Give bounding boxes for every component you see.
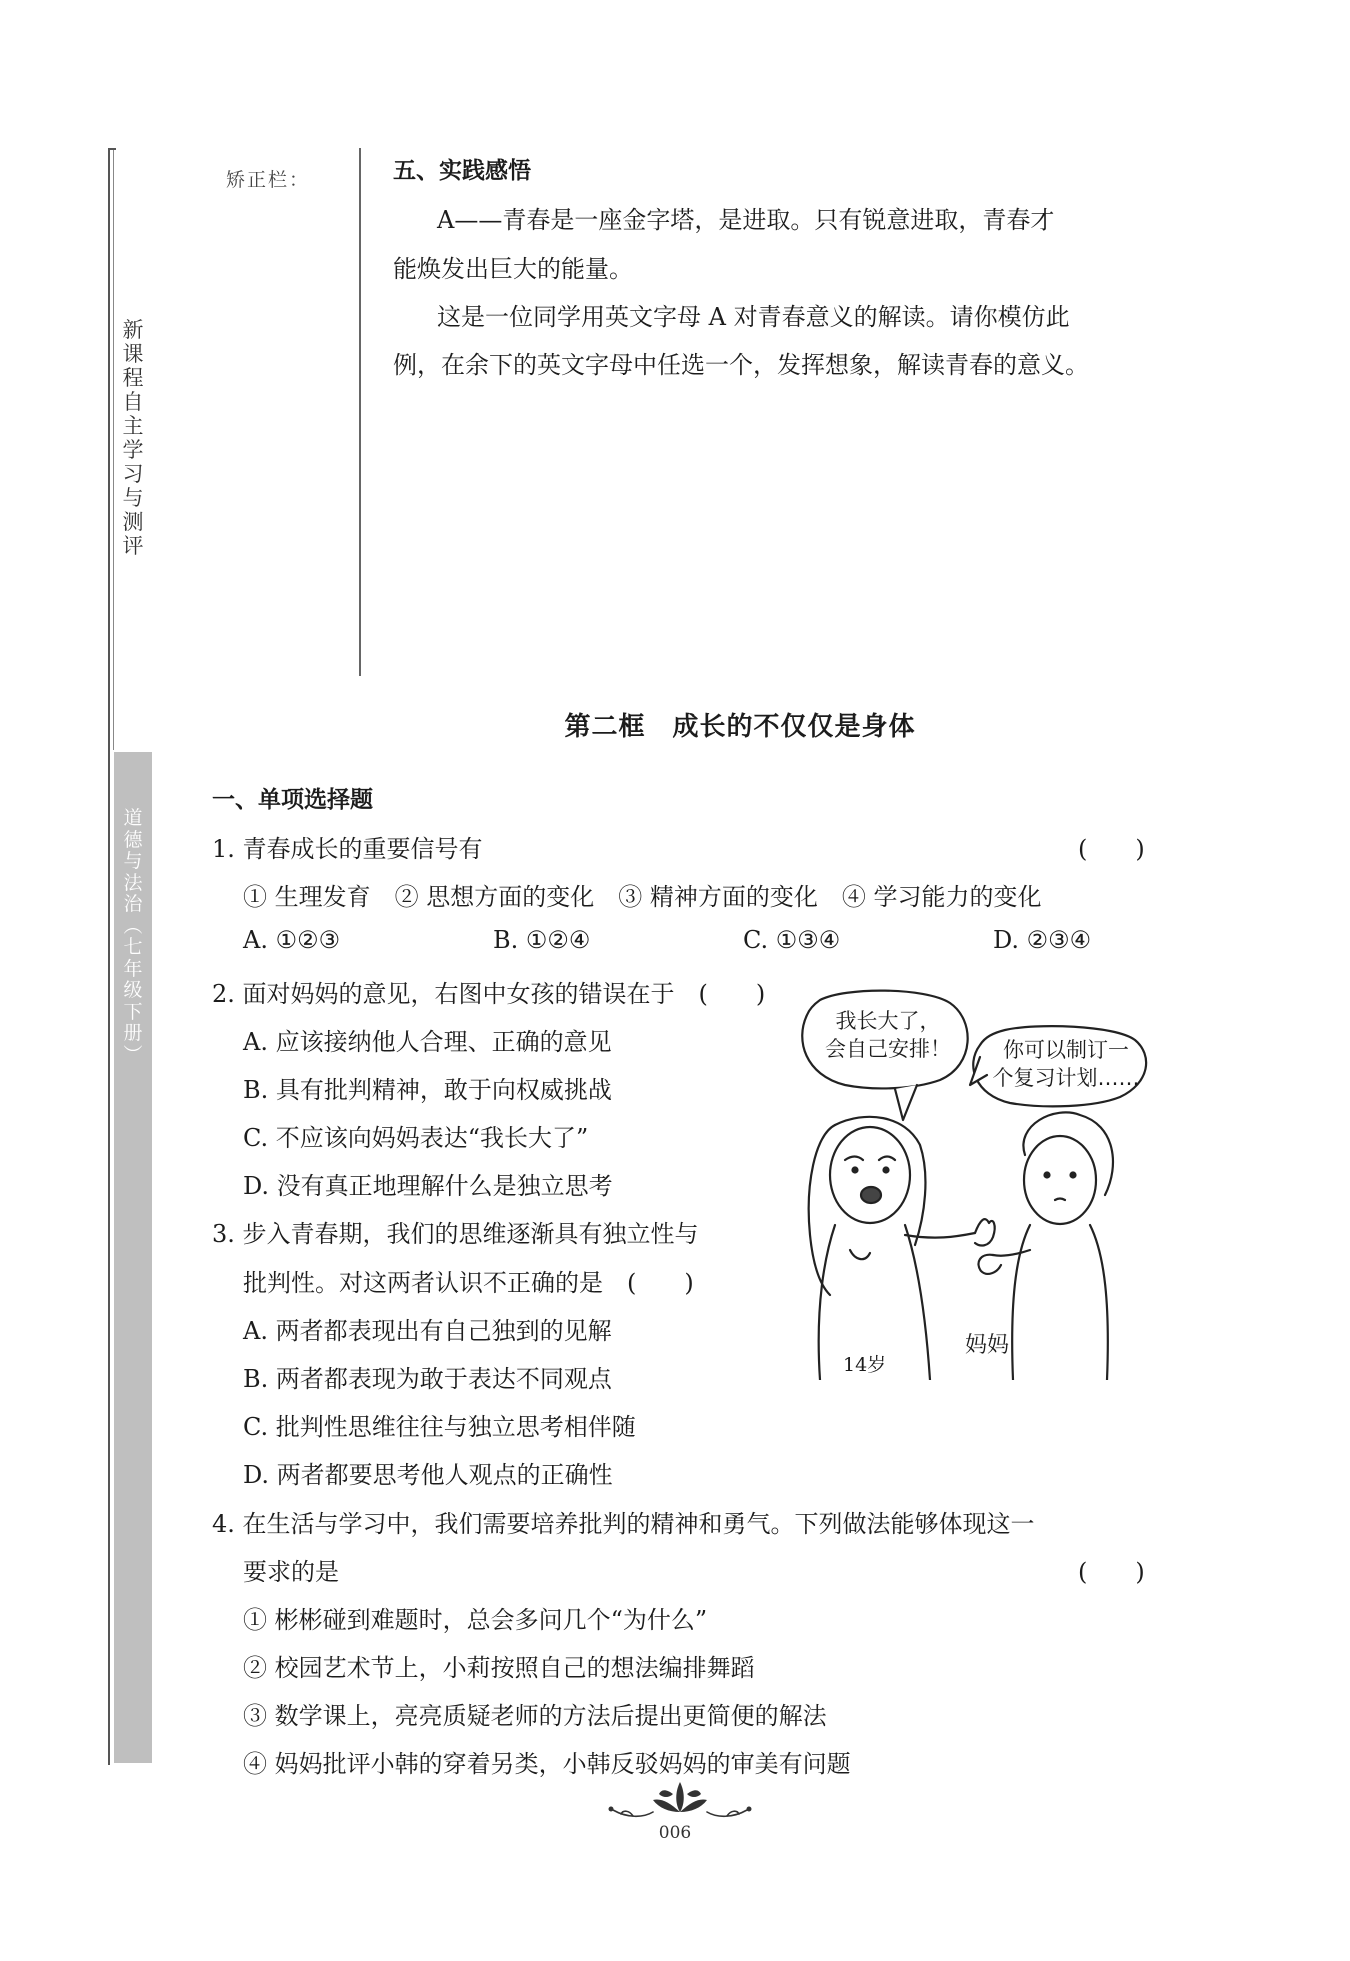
page-number: 006	[658, 1823, 692, 1843]
mom-face	[1024, 1136, 1096, 1224]
q1-option-d[interactable]: D. ②③④	[993, 926, 1092, 954]
series-title-char: 测	[122, 510, 144, 534]
girl-speech-line1: 我长大了，	[835, 1009, 941, 1033]
page-frame-top	[108, 148, 116, 150]
correction-column-label: 矫正栏：	[226, 169, 311, 191]
subject-title-char: 七	[123, 936, 143, 958]
series-title-char: 学	[122, 438, 144, 462]
subject-title-char: 年	[123, 957, 143, 980]
subject-title-char: 与	[123, 850, 143, 872]
subject-title-char: 道	[123, 807, 143, 829]
q4-stem-line2: 要求的是	[243, 1558, 339, 1586]
q2-option-b[interactable]: B. 具有批判精神，敢于向权威挑战	[243, 1076, 612, 1104]
subject-title-char: 册	[123, 1022, 143, 1044]
mom-body-right	[1090, 1225, 1108, 1380]
series-title-char: 主	[122, 414, 144, 438]
mom-hair	[1023, 1112, 1113, 1195]
series-title-char: 评	[122, 534, 144, 558]
floral-ornament-icon	[603, 1776, 758, 1824]
girl-arm	[905, 1233, 975, 1238]
mom-speech-line1: 你可以制订一	[1003, 1038, 1129, 1062]
girl-hair-right	[835, 1117, 925, 1245]
mom-body-left	[1012, 1225, 1030, 1380]
mom-mouth	[1055, 1199, 1065, 1201]
q3-stem-line2: 批判性。对这两者认识不正确的是 ( )	[243, 1269, 694, 1297]
practice-example-line1: A——青春是一座金字塔，是进取。只有锐意进取，青春才	[437, 206, 1055, 234]
practice-instruction-line1: 这是一位同学用英文字母 A 对青春意义的解读。请你模仿此	[437, 303, 1070, 331]
series-title-char: 自	[122, 390, 144, 414]
q3-option-a[interactable]: A. 两者都表现出有自己独到的见解	[243, 1317, 612, 1345]
practice-example-line2: 能焕发出巨大的能量。	[393, 255, 633, 283]
subject-title-char: 法	[123, 871, 143, 894]
mom-label: 妈妈	[965, 1333, 1010, 1358]
subject-title-char: 德	[123, 828, 143, 851]
q2-stem: 2. 面对妈妈的意见，右图中女孩的错误在于 ( )	[212, 980, 766, 1008]
series-title-char: 习	[122, 462, 144, 486]
girl-hand	[975, 1219, 995, 1245]
practice-instruction-line2: 例，在余下的英文字母中任选一个，发挥想象，解读青春的意义。	[393, 351, 1089, 379]
girl-other-hand	[850, 1250, 870, 1259]
girl-body-right	[905, 1225, 930, 1380]
footer-ornament	[603, 1776, 758, 1824]
girl-age-label: 14岁	[843, 1354, 887, 1376]
mom-speech-text	[976, 1036, 1156, 1092]
correction-column-divider	[359, 148, 361, 676]
mom-arm	[993, 1250, 1030, 1256]
girl-speech-line2: 会自己安排！	[825, 1037, 951, 1061]
q3-stem-line1: 3. 步入青春期，我们的思维逐渐具有独立性与	[212, 1220, 699, 1248]
q3-option-c[interactable]: C. 批判性思维往往与独立思考相伴随	[243, 1413, 636, 1441]
q4-item-4: ④ 妈妈批评小韩的穿着另类，小韩反驳妈妈的审美有问题	[243, 1750, 851, 1778]
girl-face	[830, 1127, 910, 1223]
series-title-char: 与	[122, 486, 144, 510]
q4-item-2: ② 校园艺术节上，小莉按照自己的想法编排舞蹈	[243, 1654, 755, 1682]
q4-stem-line1: 4. 在生活与学习中，我们需要培养批判的精神和勇气。下列做法能够体现这一	[212, 1510, 1035, 1538]
subject-title-char: 级	[123, 979, 143, 1001]
q1-option-c[interactable]: C. ①③④	[743, 926, 841, 954]
mom-hand	[978, 1255, 1001, 1274]
girl-hair-left	[809, 1125, 835, 1295]
series-title-char: 程	[122, 366, 144, 390]
series-title-char: 课	[122, 342, 144, 366]
subject-title-char: ︵	[123, 914, 143, 937]
mom-speech-line2: 个复习计划……	[992, 1066, 1140, 1090]
subject-title-char: ︶	[123, 1043, 143, 1066]
q1-option-b[interactable]: B. ①②④	[493, 926, 591, 954]
girl-speech-text	[813, 1007, 963, 1063]
series-title-char: 新	[122, 318, 144, 342]
q4-item-1: ① 彬彬碰到难题时，总会多问几个“为什么”	[243, 1606, 708, 1634]
subject-title-char: 治	[123, 893, 143, 915]
section-title: 第二框 成长的不仅仅是身体	[564, 712, 916, 742]
subject-title-char: 下	[123, 1000, 143, 1023]
q4-answer-paren[interactable]: ( )	[1078, 1558, 1145, 1586]
q4-item-3: ③ 数学课上，亮亮质疑老师的方法后提出更简便的解法	[243, 1702, 827, 1730]
q1-stem: 1. 青春成长的重要信号有	[212, 835, 483, 863]
q3-option-d[interactable]: D. 两者都要思考他人观点的正确性	[243, 1461, 613, 1489]
q2-option-d[interactable]: D. 没有真正地理解什么是独立思考	[243, 1172, 613, 1200]
q1-option-a[interactable]: A. ①②③	[243, 926, 341, 954]
practice-heading: 五、实践感悟	[393, 158, 531, 184]
girl-body-left	[819, 1225, 835, 1380]
q2-option-a[interactable]: A. 应该接纳他人合理、正确的意见	[243, 1028, 612, 1056]
q1-items: ① 生理发育 ② 思想方面的变化 ③ 精神方面的变化 ④ 学习能力的变化	[243, 883, 1042, 911]
q1-answer-paren[interactable]: ( )	[1078, 835, 1145, 863]
q3-option-b[interactable]: B. 两者都表现为敢于表达不同观点	[243, 1365, 612, 1393]
subject-title-vertical	[114, 808, 152, 1066]
q2-option-c[interactable]: C. 不应该向妈妈表达“我长大了”	[243, 1124, 589, 1152]
series-title-vertical	[114, 318, 152, 558]
page-frame-line	[108, 148, 110, 1765]
girl-mouth	[861, 1187, 881, 1203]
part-heading: 一、单项选择题	[212, 787, 373, 813]
